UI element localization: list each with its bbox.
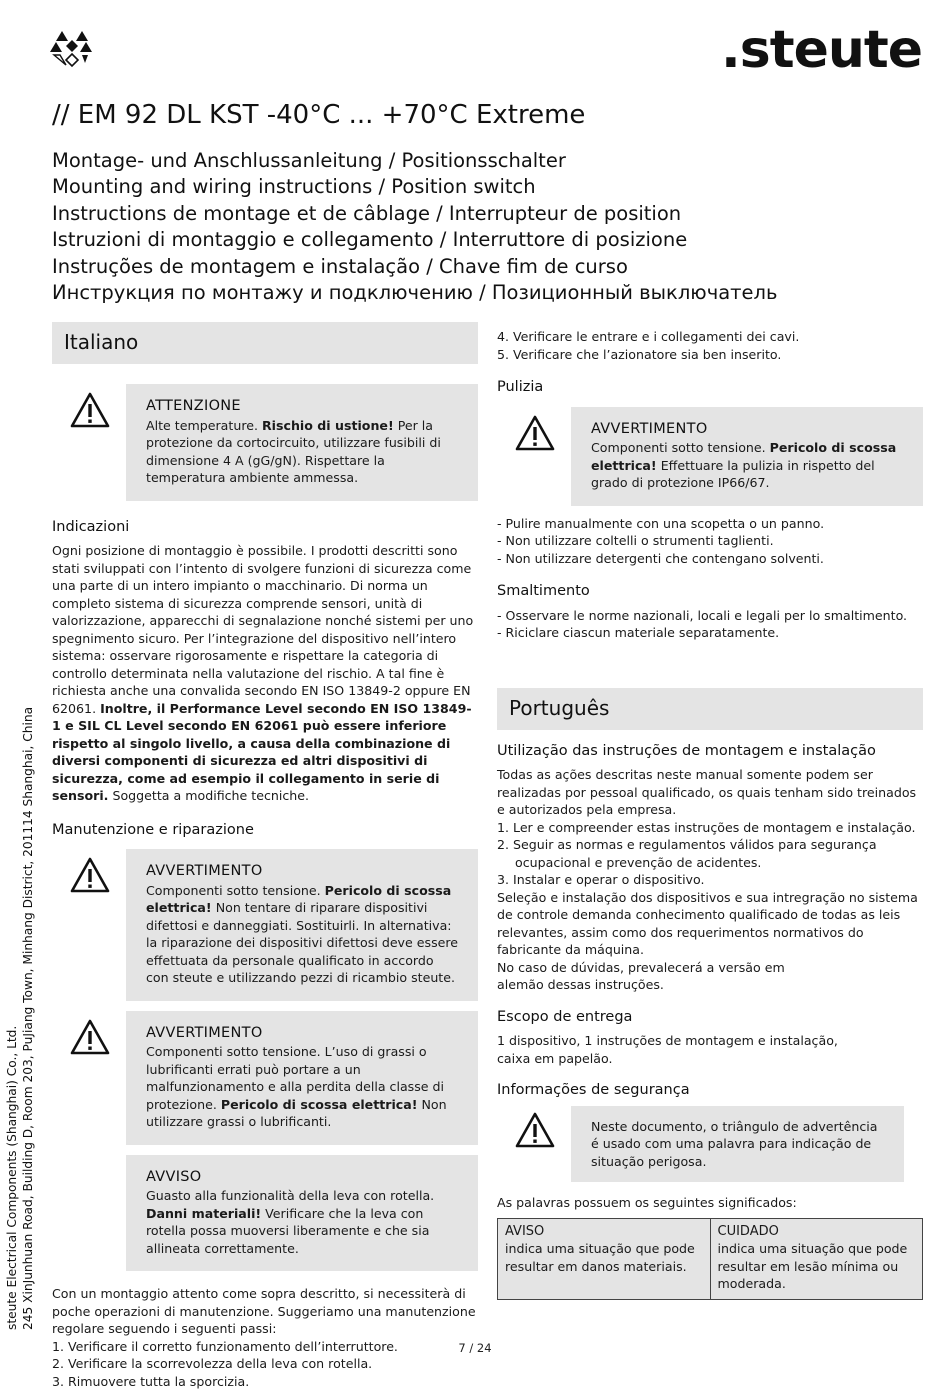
subtitle-de: Montage- und Anschlussanleitung / Positionsschalter [52, 148, 778, 174]
warning-avvertimento-pulizia [497, 407, 923, 506]
utilizacao-intro: Todas as ações descritas neste manual somente podem ser realizadas por pessoal qualificado, os quais tenham sido treinados e autorizados pela empresa. [497, 766, 923, 819]
utilizacao-text-3: No caso de dúvidas, prevalecerá a versão em alemão dessas instruções. [497, 959, 827, 994]
disposal-list [497, 607, 923, 642]
list-item: 1. Verificare il corretto funzionamento dell’interruttore. [52, 1338, 478, 1356]
subtitle-pt: Instruções de montagem e instalação / Chave fim de curso [52, 254, 778, 280]
list-item: - Osservare le norme nazionali, locali e legali per lo smaltimento. [497, 607, 923, 625]
maintenance-steps-continued [497, 328, 923, 363]
subtitle-fr: Instructions de montage et de câblage / Interrupteur de position [52, 201, 778, 227]
list-item: - Pulire manualmente con una scopetta o un panno. [497, 515, 923, 533]
company-name: steute Electrical Components (Shanghai) Co., Ltd. [4, 690, 20, 1330]
signal-word-text: indica uma situação que pode resultar em lesão mínima ou moderada. [718, 1240, 916, 1293]
heading-utilizacao: Utilização das instruções de montagem e instalação [497, 743, 923, 761]
utilizacao-text-2: Seleção e instalação dos dispositivos e sua intregração no sistema de controle demanda conhecimento qualificado de todas as leis relevantes, assim como dos requerimentos normativos do fabricante da máquina. [497, 889, 923, 959]
section-heading-portugues: Português [497, 688, 923, 730]
table-row [498, 1218, 923, 1299]
meanings-intro: As palavras possuem os seguintes significados: [497, 1194, 923, 1212]
cleaning-list [497, 515, 923, 568]
notice-label: AVVISO [146, 1169, 460, 1187]
warning-triangle-icon [70, 857, 110, 893]
warning-text: Alte temperature. Rischio di ustione! Per la protezione da cortocircuito, utilizzare fusibili di dimensione 4 A (gG/gN). Rispettare la temperatura ambiente ammessa. [146, 417, 460, 487]
right-column [497, 328, 923, 1300]
warning-triangle-icon [70, 392, 110, 428]
warning-triangle-icon [515, 415, 555, 451]
heading-pulizia: Pulizia [497, 379, 923, 397]
heading-seguranca: Informações de segurança [497, 1082, 923, 1100]
signal-word-table [497, 1218, 923, 1300]
subtitle-list [52, 148, 778, 306]
manutenzione-intro: Con un montaggio attento come sopra descritto, si necessiterà di poche operazioni di manutenzione. Suggeriamo una manutenzione regolare seguendo i seguenti passi: [52, 1285, 478, 1338]
warning-triangle-icon [70, 1019, 110, 1055]
signal-word-text: indica uma situação que pode resultar em danos materiais. [505, 1240, 703, 1275]
heading-manutenzione: Manutenzione e riparazione [52, 822, 478, 840]
heading-indicazioni: Indicazioni [52, 519, 478, 537]
subtitle-en: Mounting and wiring instructions / Position switch [52, 174, 778, 200]
warning-label: ATTENZIONE [146, 398, 460, 416]
warning-avvertimento-lubrificanti [52, 1011, 478, 1145]
page-number: 7 / 24 [0, 1341, 950, 1355]
table-cell [498, 1218, 711, 1299]
warning-label: AVVERTIMENTO [146, 1025, 460, 1043]
subtitle-it: Istruzioni di montaggio e collegamento / Interruttore di posizione [52, 227, 778, 253]
company-street: 245 XinJunhuan Road, Building D, Room 203, PuJiang Town, Minhang District, 201114 Shanghai, China [20, 690, 36, 1330]
warning-triangle-icon [515, 1112, 555, 1148]
list-item: 4. Verificare le entrare e i collegamenti dei cavi. [497, 328, 923, 346]
list-item: 3. Rimuovere tutta la sporcizia. [52, 1373, 478, 1390]
list-item: 2. Seguir as normas e regulamentos válidos para segurança ocupacional e prevenção de acidentes. [497, 836, 923, 871]
heading-smaltimento: Smaltimento [497, 583, 923, 601]
list-item: 3. Instalar e operar o dispositivo. [497, 871, 923, 889]
list-item: 1. Ler e compreender estas instruções de montagem e instalação. [497, 819, 923, 837]
section-heading-italiano: Italiano [52, 322, 478, 364]
signal-word-label: CUIDADO [718, 1223, 916, 1241]
indicazioni-text: Ogni posizione di montaggio è possibile. I prodotti descritti sono stati sviluppati con l’intento di svolgere funzioni di sicurezza come una parte di un intero impianto o macchinario. Di norma un completo sistema di sicurezza comprende sensori, unità di valorizzazione, apparecchi di segnalazione nonché sistemi per uno spegnimento sicuro. Per l’integrazione del dispositivo nell’intero sistema: osservare rigorosamente e rispettare la categoria di controllo determinata nella valutazione del rischio. A tal fine è richiesta anche una convalida secondo EN ISO 13849-2 oppure EN 62061. Inoltre, il Performance Level secondo EN ISO 13849-1 e SIL CL Level secondo EN 62061 può essere inferiore rispetto al singolo livello, a causa della combinazione di diversi componenti di sicurezza ed altri dispositivi di sicurezza, come ad esempio il collegamento in serie di sensori. Soggetta a modifiche tecniche. [52, 542, 478, 805]
steute-logo-icon [50, 28, 94, 68]
escopo-text: 1 dispositivo, 1 instruções de montagem e instalação, caixa em papelão. [497, 1032, 867, 1067]
warning-text: Componenti sotto tensione. Pericolo di scossa elettrica! Non tentare di riparare dispositivi difettosi e danneggiati. Sostituirli. In alternativa: la riparazione dei dispositivi difettosi deve essere effettuata da personale qualificato in accordo con steute e utilizzando pezzi di ricambio steute. [146, 882, 460, 987]
left-column [52, 322, 478, 1390]
warning-label: AVVERTIMENTO [146, 863, 460, 881]
notice-text: Guasto alla funzionalità della leva con rotella. Danni materiali! Verificare che la leva con rotella possa muoversi liberamente e che sia allineata correttamente. [146, 1187, 460, 1257]
document-title: // EM 92 DL KST -40°C ... +70°C Extreme [52, 100, 585, 130]
notice-avviso [52, 1155, 478, 1272]
company-address [4, 690, 36, 1330]
warning-avvertimento-riparazione [52, 849, 478, 1001]
list-item: - Riciclare ciascun materiale separatamente. [497, 624, 923, 642]
list-item: 5. Verificare che l’azionatore sia ben inserito. [497, 346, 923, 364]
warning-label: AVVERTIMENTO [591, 421, 905, 439]
warning-text: Componenti sotto tensione. Pericolo di scossa elettrica! Effettuare la pulizia in rispetto del grado di protezione IP66/67. [591, 439, 905, 492]
safety-note [497, 1106, 904, 1183]
table-cell [710, 1218, 923, 1299]
heading-escopo: Escopo de entrega [497, 1009, 923, 1027]
warning-text: Componenti sotto tensione. L’uso di grassi o lubrificanti errati può portare a un malfunzionamento e alla perdita della classe di protezione. Pericolo di scossa elettrica! Non utilizzare grassi o lubrificanti. [146, 1043, 460, 1131]
list-item: - Non utilizzare detergenti che contengano solventi. [497, 550, 923, 568]
subtitle-ru: Инструкция по монтажу и подключению / Позиционный выключатель [52, 280, 778, 306]
list-item: 2. Verificare la scorrevolezza della leva con rotella. [52, 1355, 478, 1373]
signal-word-label: AVISO [505, 1223, 703, 1241]
safety-note-text: Neste documento, o triângulo de advertência é usado com uma palavra para indicação de situação perigosa. [591, 1118, 886, 1171]
warning-attenzione [52, 384, 478, 501]
brand-logo: .steute [721, 20, 922, 80]
list-item: - Non utilizzare coltelli o strumenti taglienti. [497, 532, 923, 550]
utilizacao-steps [497, 819, 923, 889]
